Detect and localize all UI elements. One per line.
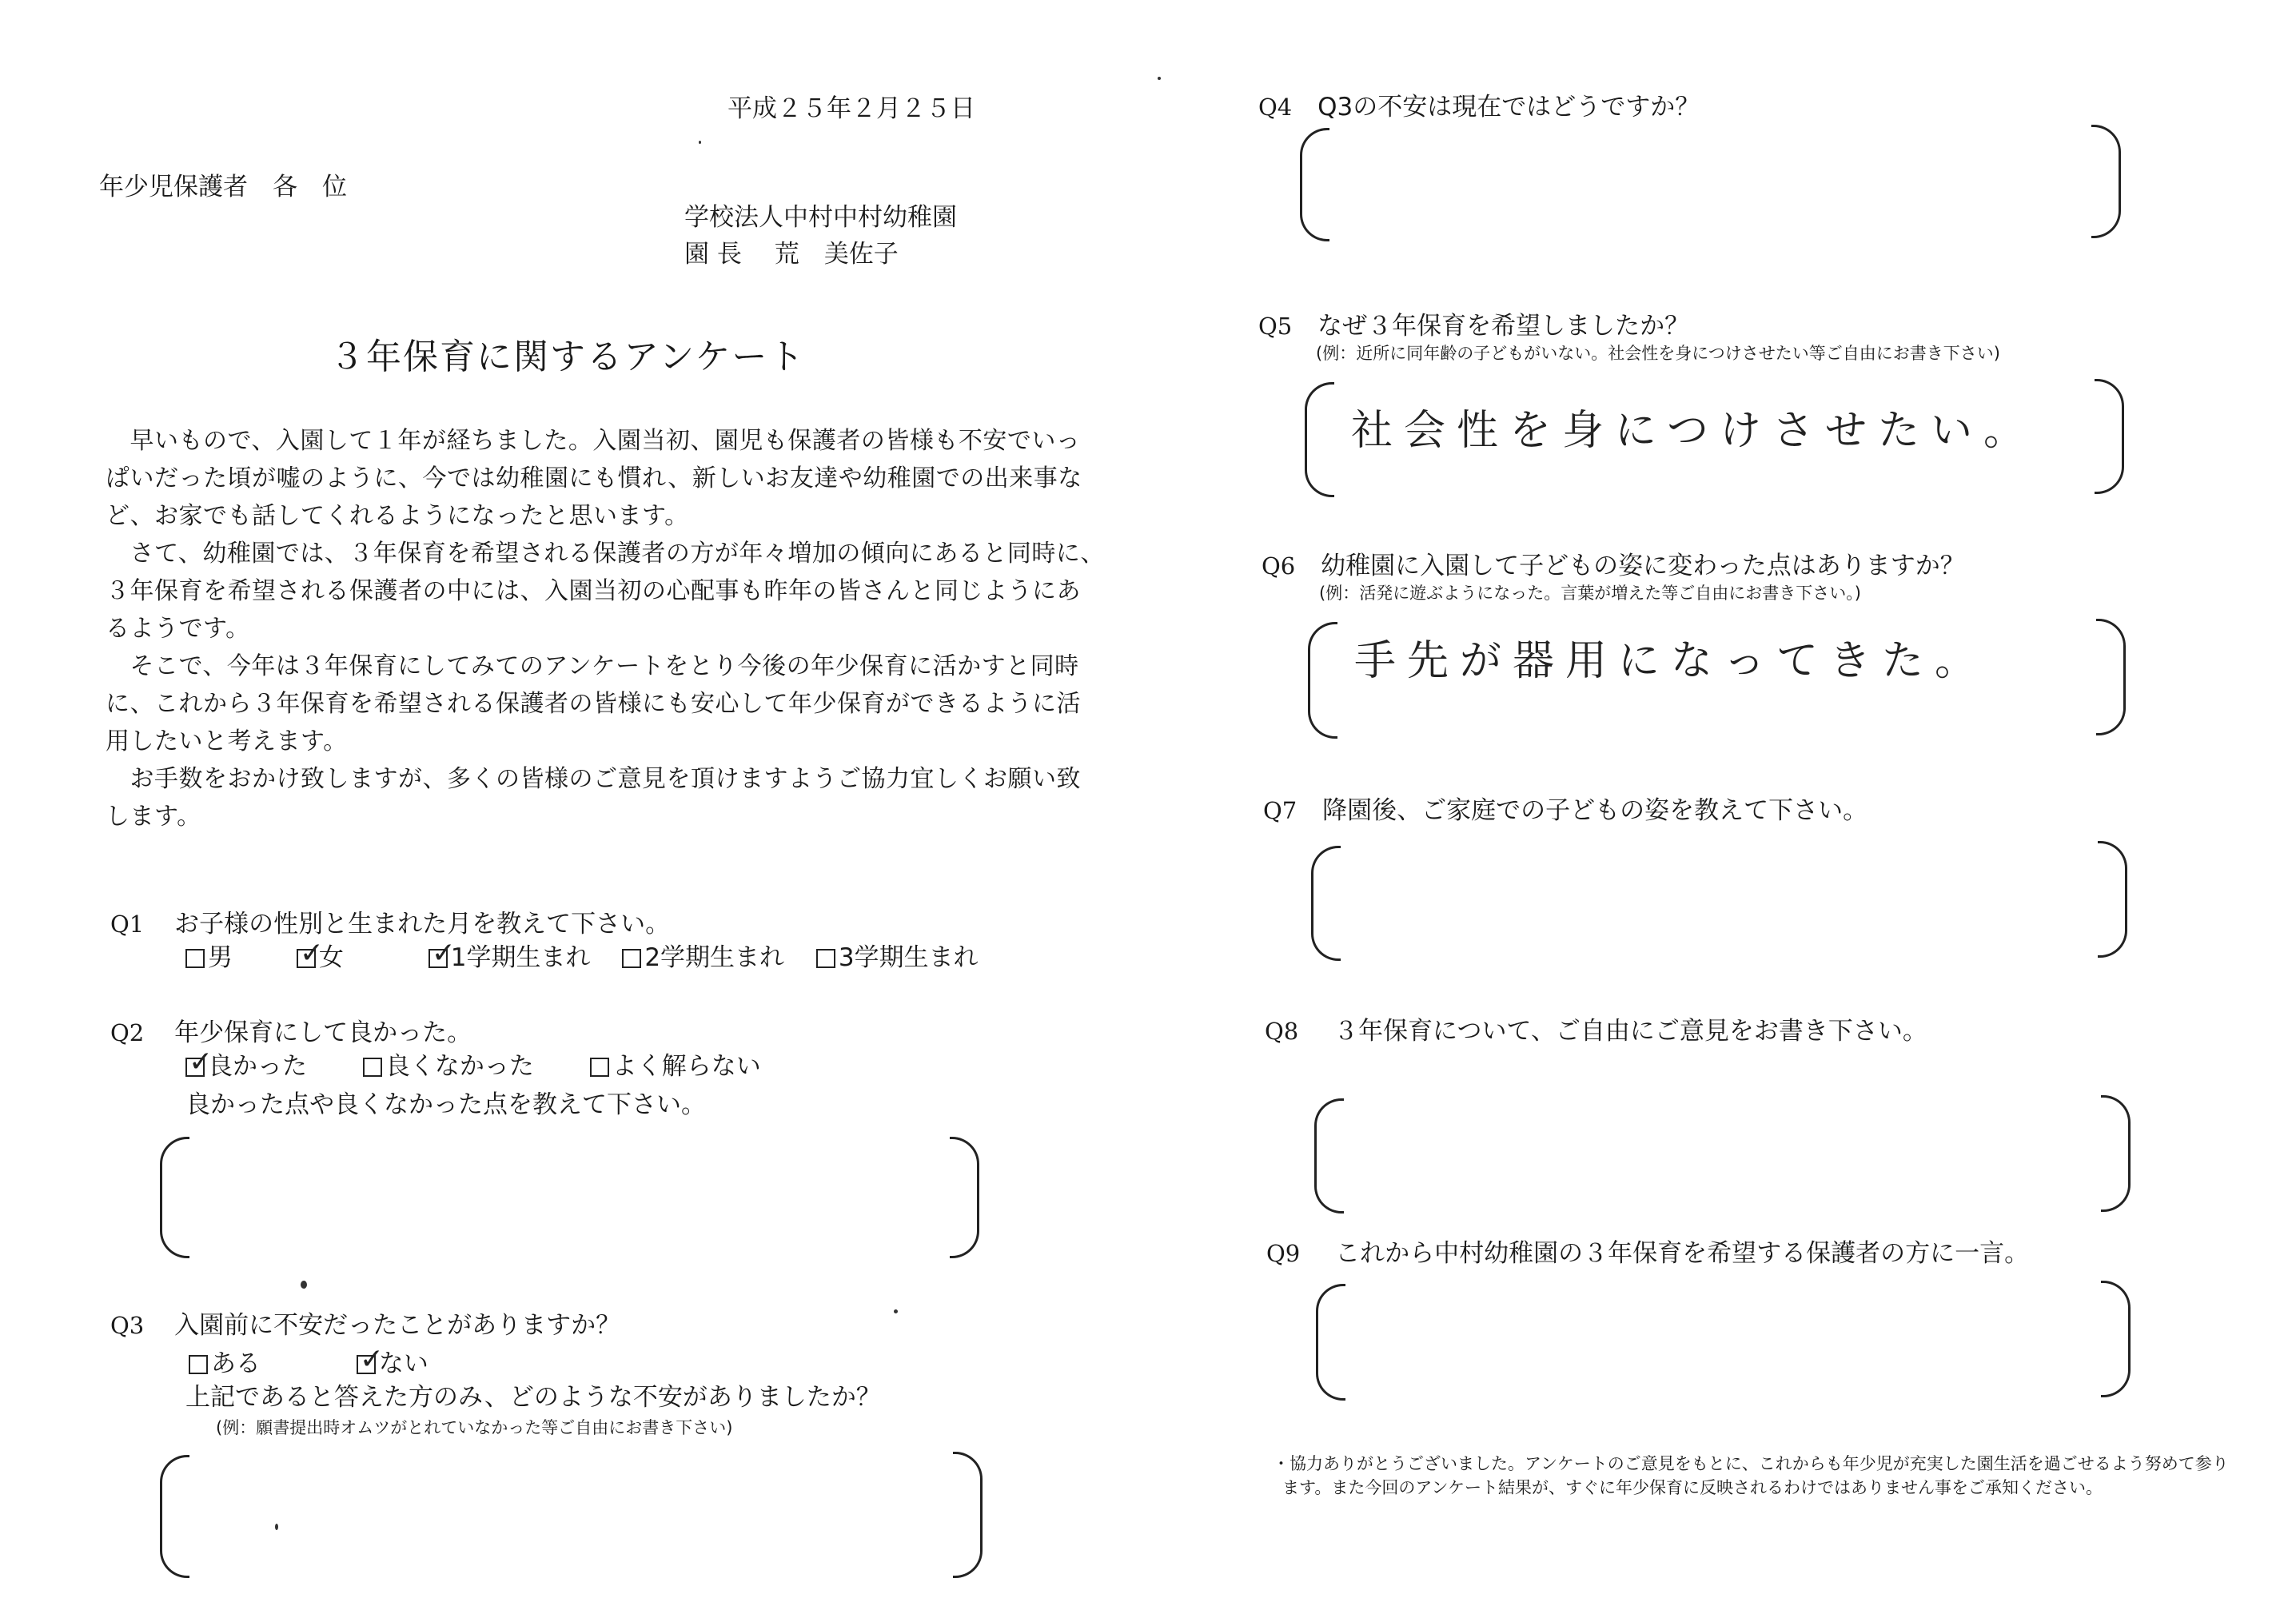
intro-line: 用したいと考えます。 [106,727,348,755]
checkmark-icon: ✓ [189,1046,213,1078]
question-text: なぜ３年保育を希望しましたか？ [1317,312,1690,341]
q2-followup: 良かった点や良くなかった点を教えて下さい。 [185,1090,706,1119]
q2-options [185,1046,761,1082]
scan-speck [1158,77,1161,80]
intro-line: ぱいだった頃が嘘のように、今では幼稚園にも慣れ、新しいお友達や幼稚園での出来事な [106,464,1082,492]
intro-line: そこで、今年は３年保育にしてみてのアンケートをとり今後の年少保育に活かすと同時 [106,652,1079,680]
q3-followup: 上記であると答えた方のみ、どのような不安がありましたか？ [185,1383,881,1412]
option-good[interactable] [185,1046,307,1081]
question-text: 入園前に不安だったことがありますか？ [174,1311,621,1340]
question-text: 降園後、ご家庭での子どもの姿を教えて下さい。 [1322,796,1868,825]
bracket-left [160,1455,189,1578]
checkbox[interactable] [590,1058,609,1077]
footer-note [1273,1452,2229,1500]
option-label: ない [378,1349,429,1378]
question-q7 [1263,795,1867,827]
q5-handwritten-answer: 社会性を身につけさせたい。 [1351,407,2036,455]
bracket-right [953,1452,983,1578]
bracket-right [2098,841,2127,958]
checkbox[interactable] [816,949,835,968]
checkbox-checked[interactable] [429,937,456,970]
scan-speck [275,1524,278,1530]
question-q3 [110,1309,620,1341]
q5-example: (例：近所に同年齢の子どもがいない。社会性を身につけさせたい等ご自由にお書き下さい) [1316,344,2000,363]
question-number: Q5 [1258,313,1293,340]
bracket-left [1305,382,1334,497]
question-number: Q9 [1266,1240,1301,1267]
question-text: 年少保育にして良かった。 [174,1018,472,1047]
organization-name: 学校法人中村中村幼稚園 [684,203,957,232]
question-number: Q7 [1263,797,1297,824]
intro-line: 早いもので、入園して１年が経ちました。入園当初、園児も保護者の皆様も不安でいっ [106,427,1081,455]
question-number: Q6 [1262,552,1296,580]
checkbox[interactable] [363,1058,382,1077]
question-q5 [1258,310,1689,342]
question-q1 [110,908,670,940]
question-text: Q3の不安は現在ではどうですか？ [1317,93,1700,122]
checkbox[interactable] [185,949,205,968]
question-text: ３年保育について、ご自由にご意見をお書き下さい。 [1333,1017,1927,1046]
bracket-left [1311,846,1341,961]
footer-line: ・協力ありがとうございました。アンケートのご意見をもとに、これからも年少児が充実した園生活を過ごせるよう努めて参り [1273,1454,2229,1473]
bracket-right [2096,619,2126,735]
bracket-right [2091,125,2121,238]
q6-handwritten-answer: 手先が器用になってきた。 [1354,637,1988,685]
intro-line: るようです。 [106,615,250,643]
intro-line: さて、幼稚園では、３年保育を希望される保護者の方が年々増加の傾向にあると同時に、 [106,540,1105,568]
addressee: 年少児保護者 各 位 [99,173,347,201]
q3-options [189,1343,429,1380]
question-q8 [1265,1015,1927,1047]
option-label: 2学期生まれ [644,943,785,972]
checkmark-icon: ✓ [359,1343,385,1376]
footer-line: ます。また今回のアンケート結果が、すぐに年少保育に反映されるわけではありません事をご承知ください。 [1282,1478,2103,1497]
intro-line: に、これから３年保育を希望される保護者の皆様にも安心して年少保育ができるように活 [106,690,1081,718]
bracket-right [2101,1281,2131,1397]
question-text: お子様の性別と生まれた月を教えて下さい。 [174,910,671,939]
checkbox[interactable] [622,949,641,968]
option-not-good[interactable] [363,1052,534,1081]
option-label: 良くなかった [385,1052,534,1081]
question-number: Q8 [1265,1018,1299,1045]
question-number: Q2 [110,1019,145,1046]
option-label: 3学期生まれ [838,943,979,972]
checkmark-icon: ✓ [431,937,456,970]
scan-speck [699,141,701,144]
question-q9 [1266,1237,2029,1269]
bracket-left [1300,128,1329,241]
option-female[interactable] [297,937,344,972]
scan-speck [894,1309,898,1313]
q6-example: (例：活発に遊ぶようになった。言葉が増えた等ご自由にお書き下さい。) [1319,584,1861,603]
option-label: 男 [208,943,233,972]
intro-line: します。 [106,803,201,831]
option-term-3[interactable] [816,943,979,972]
option-label: 女 [318,943,344,972]
q1-options [185,937,979,974]
document-date: 平成２５年２月２５日 [727,94,975,123]
document-title: ３年保育に関するアンケート [329,337,806,377]
checkbox-checked[interactable] [357,1343,385,1376]
option-male[interactable] [185,943,233,972]
question-q6 [1262,550,1965,582]
q3-example: (例：願書提出時オムツがとれていなかった等ご自由にお書き下さい) [216,1418,733,1437]
scan-speck [301,1281,307,1289]
question-q2 [110,1017,472,1049]
bracket-left [1308,622,1337,739]
checkbox-checked[interactable] [185,1046,213,1078]
option-label: よく解らない [612,1052,761,1081]
option-no[interactable] [357,1343,429,1378]
intro-paragraph [106,422,1105,835]
option-label: 1学期生まれ [450,943,591,972]
bracket-right [950,1137,979,1258]
question-text: これから中村幼稚園の３年保育を希望する保護者の方に一言。 [1335,1239,2030,1268]
principal-name: 園 長 荒 美佐子 [684,240,899,269]
bracket-left [1316,1284,1345,1401]
option-label: 良かった [208,1052,307,1081]
option-yes[interactable] [189,1349,261,1378]
option-term-1[interactable] [429,937,591,972]
question-q4 [1258,91,1700,123]
intro-line: お手数をおかけ致しますが、多くの皆様のご意見を頂けますようご協力宜しくお願い致 [106,765,1081,793]
question-number: Q3 [110,1312,145,1339]
option-term-2[interactable] [622,943,784,972]
checkmark-icon: ✓ [299,937,325,970]
bracket-right [2095,379,2124,494]
bracket-left [160,1137,189,1258]
intro-line: ど、お家でも話してくれるようになったと思います。 [106,502,689,530]
question-text: 幼稚園に入園して子どもの姿に変わった点はありますか？ [1321,552,1965,580]
question-number: Q4 [1258,94,1293,121]
question-number: Q1 [110,911,145,938]
checkbox[interactable] [189,1355,208,1374]
option-unsure[interactable] [590,1052,761,1081]
option-label: ある [211,1349,261,1378]
bracket-left [1314,1098,1344,1214]
checkbox-checked[interactable] [297,937,325,970]
intro-line: ３年保育を希望される保護者の中には、入園当初の心配事も昨年の皆さんと同じようにあ [106,577,1081,605]
bracket-right [2101,1095,2131,1212]
